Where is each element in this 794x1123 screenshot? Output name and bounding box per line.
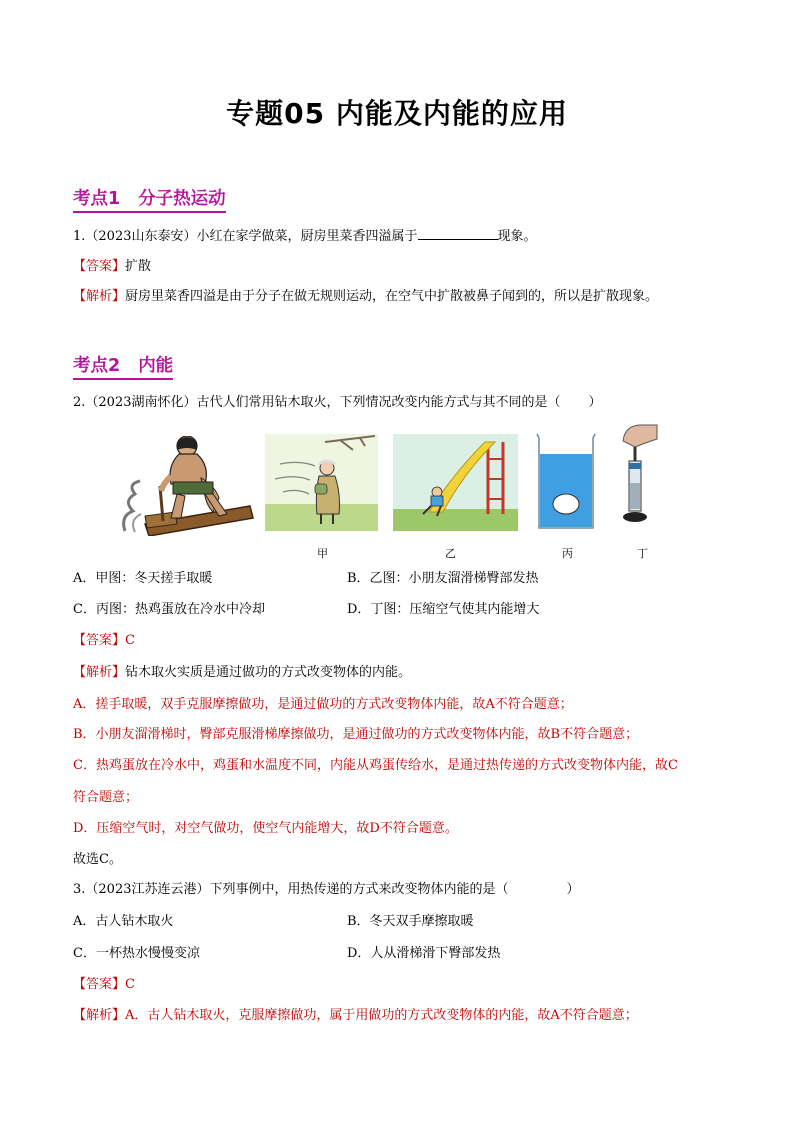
section-name: 内能 [138, 356, 174, 376]
caption-yi: 乙 [445, 547, 456, 560]
analysis-text: 厨房里菜香四溢是由于分子在做无规则运动，在空气中扩散被鼻子闻到的，所以是扩散现象。 [125, 289, 659, 304]
caption-bing: 丙 [562, 547, 573, 560]
q3-option-c: C．一杯热水慢慢变凉 [73, 946, 200, 961]
stem-text: 2.（2023湖南怀化）古代人们常用钻木取火，下列情况改变内能方式与其不同的是（ [73, 395, 561, 410]
stem-text-end: ） [566, 882, 580, 897]
analysis-tag: 【解析】 [73, 289, 126, 304]
section-heading-2 [73, 355, 173, 380]
question-3-analysis [73, 1007, 638, 1025]
answer-tag: 【答案】 [73, 633, 126, 648]
analysis-tag: 【解析】 [73, 665, 126, 680]
question-2-analysis [73, 664, 411, 682]
drill-wood-fire-illustration [115, 436, 255, 536]
answer-tag: 【答案】 [73, 977, 126, 992]
stem-text: 1.（2023山东泰安）小红在家学做菜，厨房里菜香四溢属于 [73, 229, 418, 244]
option-d: D．丁图：压缩空气使其内能增大 [347, 602, 540, 617]
answer-blank [418, 227, 498, 240]
wind-old-lady-illustration [265, 434, 378, 531]
stem-text: 3.（2023江苏连云港）下列事例中，用热传递的方式来改变物体内能的是（ [73, 882, 509, 897]
analysis-a: A．搓手取暖，双手克服摩擦做功，是通过做功的方式改变物体内能，故A不符合题意； [73, 697, 573, 712]
analysis-text: A．古人钻木取火，克服摩擦做功，属于用做功的方式改变物体的内能，故A不符合题意； [125, 1008, 638, 1023]
section-number: 考点1 [73, 189, 121, 209]
question-3-stem [73, 881, 580, 899]
answer-text: 扩散 [125, 259, 152, 274]
question-2-answer [73, 632, 135, 650]
answer-tag: 【答案】 [73, 259, 126, 274]
analysis-c-line1: C．热鸡蛋放在冷水中，鸡蛋和水温度不同，内能从鸡蛋传给水，是通过热传递的方式改变物体内能，故C [73, 758, 678, 773]
answer-text: C [125, 977, 135, 992]
question-3-answer [73, 976, 135, 994]
option-b: B．乙图：小朋友溜滑梯臀部发热 [347, 571, 539, 586]
q3-option-d: D．人从滑梯滑下臀部发热 [347, 946, 501, 961]
question-1-answer [73, 258, 151, 276]
analysis-tag: 【解析】 [73, 1008, 126, 1023]
analysis-text: 钻木取火实质是通过做功的方式改变物体的内能。 [125, 665, 412, 680]
question-1-stem [73, 227, 537, 246]
caption-jia: 甲 [317, 547, 328, 560]
option-c: C．丙图：热鸡蛋放在冷水中冷却 [73, 602, 265, 617]
section-number: 考点2 [73, 356, 121, 376]
section-heading-1 [73, 188, 226, 213]
answer-text: C [125, 633, 135, 648]
analysis-b: B．小朋友溜滑梯时，臀部克服滑梯摩擦做功，是通过做功的方式改变物体内能，故B不符合题意； [73, 727, 639, 742]
q3-option-b: B．冬天双手摩擦取暖 [347, 914, 474, 929]
analysis-d: D．压缩空气时，对空气做功，使空气内能增大，故D不符合题意。 [73, 821, 458, 836]
q3-option-a: A．古人钻木取火 [73, 914, 174, 929]
slide-child-illustration [393, 434, 518, 531]
stem-text-end: ） [588, 395, 602, 410]
stem-text-end: 现象。 [497, 229, 537, 244]
conclusion: 故选C。 [73, 852, 122, 867]
beaker-egg-illustration [533, 432, 599, 532]
section-name: 分子热运动 [138, 189, 226, 209]
question-2-stem [73, 394, 602, 412]
caption-ding: 丁 [637, 547, 648, 560]
air-compression-illustration [615, 423, 660, 533]
option-a: A．甲图：冬天搓手取暖 [73, 571, 213, 586]
question-1-analysis [73, 288, 658, 306]
page-title: 专题05 内能及内能的应用 [226, 97, 568, 130]
analysis-c-line2: 符合题意； [73, 790, 139, 805]
